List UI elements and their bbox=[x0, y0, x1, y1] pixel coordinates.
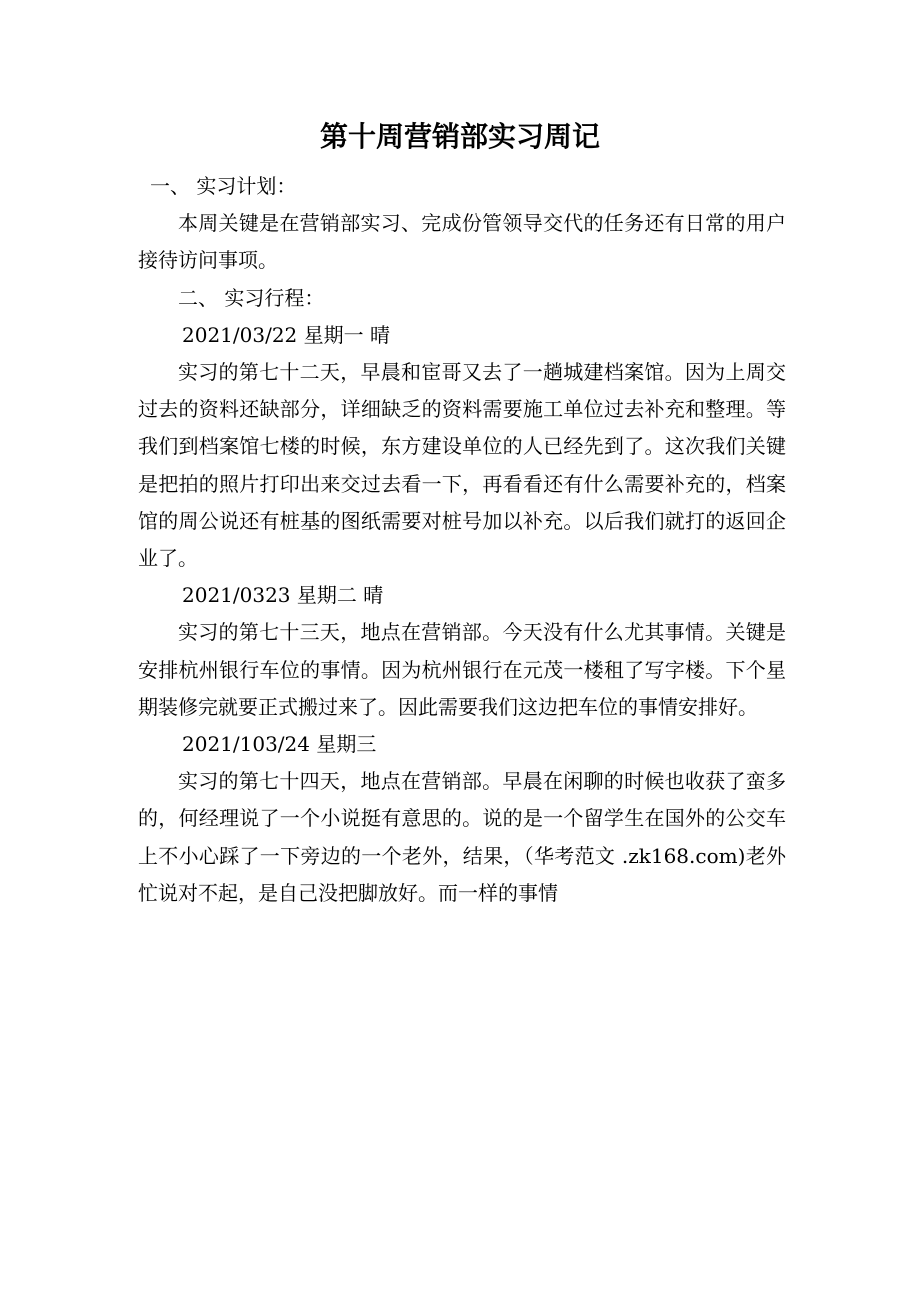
section-heading-itinerary: 二、 实习行程： bbox=[178, 285, 325, 310]
entry-paragraph: 实习的第七十三天，地点在营销部。今天没有什么尤其事情。关键是安排杭州银行车位的事情。因为杭州银行在元茂一楼租了写字楼。下个星期装修完就要正式搬过来了。因此需要我们这边把车位的事情安排好。 bbox=[138, 620, 786, 719]
document-title: 第十周营销部实习周记 bbox=[319, 120, 600, 153]
document-body bbox=[138, 168, 786, 912]
entry-date: 2021/103/24 星期三 bbox=[182, 732, 377, 757]
plan-paragraph: 本周关键是在营销部实习、完成份管领导交代的任务还有日常的用户接待访问事项。 bbox=[138, 211, 786, 273]
entry-paragraph: 实习的第七十二天，早晨和宦哥又去了一趟城建档案馆。因为上周交过去的资料还缺部分，详细缺乏的资料需要施工单位过去补充和整理。等我们到档案馆七楼的时候，东方建设单位的人已经先到了。这次我们关键是把拍的照片打印出来交过去看一下，再看看还有什么需要补充的，档案馆的周公说还有桩基的图纸需要对桩号加以补充。以后我们就打的返回企业了。 bbox=[138, 360, 786, 571]
entry-paragraph: 实习的第七十四天，地点在营销部。早晨在闲聊的时候也收获了蛮多的，何经理说了一个小说挺有意思的。说的是一个留学生在国外的公交车上不小心踩了一下旁边的一个老外，结果，（华考范文 .zk168.com)老外忙说对不起，是自己没把脚放好。而一样的事情 bbox=[138, 769, 786, 905]
entry-date: 2021/0323 星期二 晴 bbox=[182, 583, 384, 608]
entry-date: 2021/03/22 星期一 晴 bbox=[182, 322, 390, 347]
section-heading-plan: 一、 实习计划： bbox=[150, 174, 297, 198]
